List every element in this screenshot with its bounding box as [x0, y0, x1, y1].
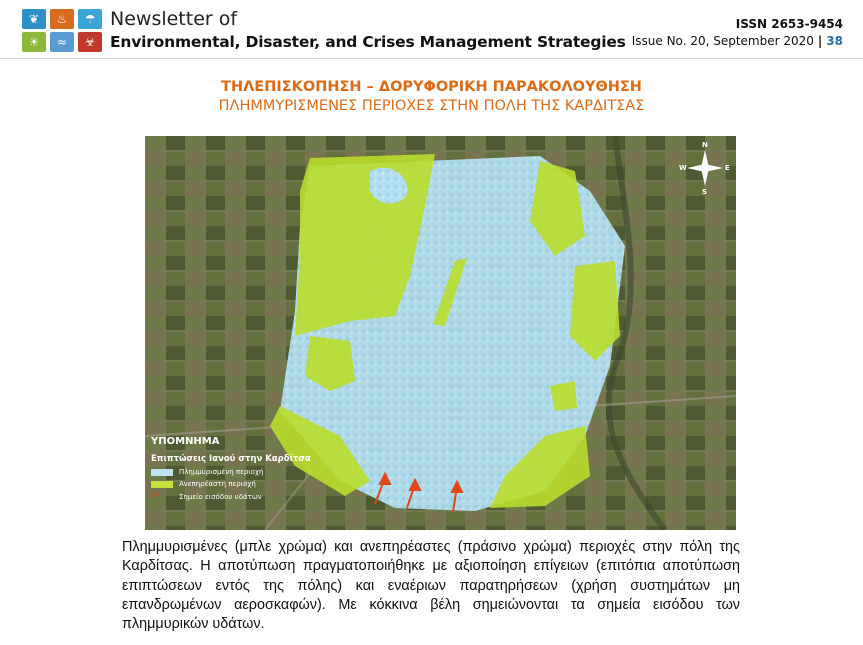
legend-label-flooded: Πλημμυρισμένη περιοχή	[179, 468, 264, 476]
map-legend	[151, 436, 331, 502]
rain-cloud-icon: ☂	[78, 9, 102, 29]
page-number: 38	[826, 34, 843, 48]
newsletter-logo	[22, 9, 102, 53]
newsletter-header	[0, 0, 863, 58]
leaf-icon: ❦	[22, 9, 46, 29]
newsletter-title-line2: Environmental, Disaster, and Crises Management Strategies	[110, 33, 626, 51]
flood-icon: ≈	[50, 32, 74, 52]
issue-label: Issue No. 20, September 2020	[631, 34, 814, 48]
compass-north: N	[702, 141, 708, 149]
biohazard-icon: ☣	[78, 32, 102, 52]
flood-map-image	[145, 136, 736, 530]
legend-arrow-icon: ↗	[151, 492, 159, 502]
issue-info	[632, 34, 843, 48]
compass-south: S	[702, 188, 708, 196]
newsletter-title-line1: Newsletter of	[110, 8, 238, 30]
drought-icon: ☀	[22, 32, 46, 52]
legend-swatch-unaffected	[151, 481, 173, 488]
issn-number: ISSN 2653-9454	[735, 17, 843, 31]
figure-title-line2: ΠΛΗΜΜΥΡΙΣΜΕΝΕΣ ΠΕΡΙΟΧΕΣ ΣΤΗΝ ΠΟΛΗ ΤΗΣ ΚΑΡΔΙΤΣΑΣ	[218, 98, 645, 114]
legend-item-entry-point	[151, 492, 331, 502]
legend-swatch-flooded	[151, 469, 173, 476]
legend-item-flooded	[151, 468, 331, 476]
legend-item-unaffected	[151, 480, 331, 488]
flame-icon: ♨	[50, 9, 74, 29]
legend-label-entry-point: Σημείο εισόδου υδάτων	[179, 493, 262, 501]
figure-caption	[122, 538, 740, 634]
legend-subtitle: Επιπτώσεις Ιανού στην Καρδίτσα	[151, 454, 311, 464]
legend-title: ΥΠΟΜΝΗΜΑ	[151, 436, 220, 447]
compass-east: E	[725, 164, 730, 172]
caption-text: Πλημμυρισμένες (μπλε χρώμα) και ανεπηρέαστες (πράσινο χρώμα) περιοχές στην πόλη της Καρδίτσας. Η αποτύπωση πραγματοποιήθηκε με αξιοποίηση επίγειων (επιτόπια αποτύπωση επιπτώσεων εντός της πόλης) και εναέριων παρατηρήσεων (χρήση συστημάτων μη επανδρωμένων αεροσκαφών). Με κόκκινα βέλη σημειώνονται τα σημεία εισόδου των πλημμυρικών υδάτων.	[122, 539, 740, 633]
figure-title-line1: ΤΗΛΕΠΙΣΚΟΠΗΣΗ – ΔΟΡΥΦΟΡΙΚΗ ΠΑΡΑΚΟΛΟΥΘΗΣΗ	[221, 79, 642, 95]
compass-west: W	[679, 164, 687, 172]
header-divider	[0, 58, 863, 59]
legend-label-unaffected: Ανεπηρέαστη περιοχή	[179, 480, 256, 488]
issue-separator: |	[817, 34, 823, 48]
